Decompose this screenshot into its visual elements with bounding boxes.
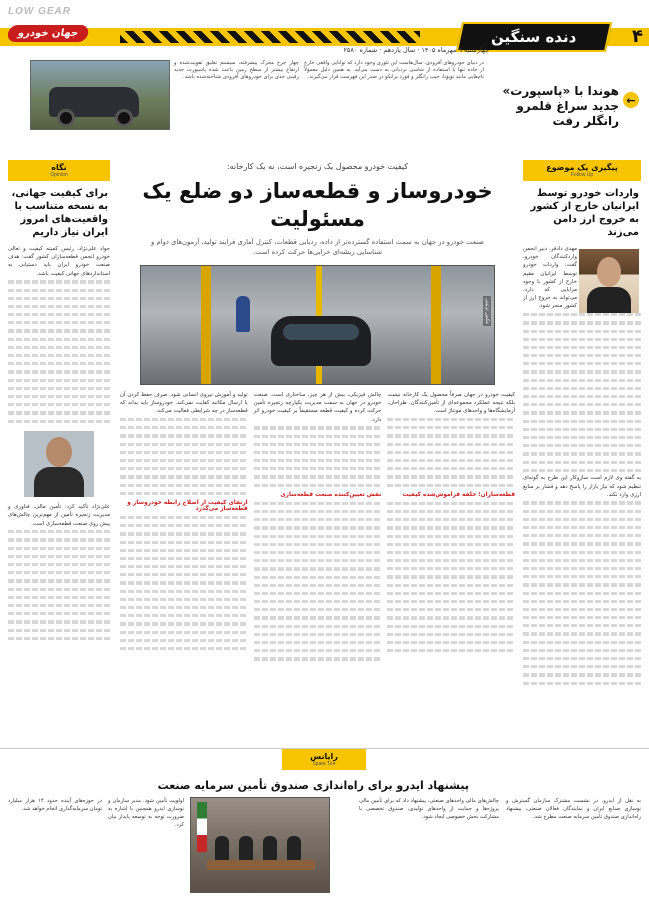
opinion-column (8, 160, 110, 740)
dateline: چهارشنبه ۹ مهرماه ۱۴۰۵ · سال یازدهم · شماره ۲۵۸۰ (343, 46, 489, 54)
spare-tire-badge: رایانس Spare Tire (282, 749, 366, 770)
hazard-stripe (120, 31, 420, 43)
bottom-text-2: چالش‌های مالی واحدهای صنعتی، پیشنهاد داد که برای تأمین مالی پروژه‌ها و حمایت از واحدهای تولیدی، صندوق تخصصی با مشارکت بخش خصوصی ایجاد شود. (359, 798, 499, 820)
page-header (0, 22, 649, 52)
opinion-headline: برای کیفیت جهانی، به نسخه متناسب با واقعیت‌های امروز ایران نیاز داریم (11, 188, 108, 238)
top-story-text-2: چهار چرخ محرک پیشرفته، سیستم تعلیق تقویت‌شده و ارتفاع بیشتر از سطح زمین باعث شده پاسپورت جدید رقیبی جدی برای خودروهای آفرودی شناخته‌شده باشد. (174, 60, 299, 81)
newspaper-logo: جهان خودرو (7, 25, 90, 42)
top-story-text: در دنیای خودروهای آفرودی، سال‌هاست این تئوری وجود دارد که توانایی واقعی خارج از جاده تنها با استفاده از شاسی نردبانی به دست می‌آید. به همین دلیل معمولاً نام‌هایی مانند تویوتا، جیپ رانگلر و فورد برانکو در صدر این فهرست قرار می‌گیرند. (304, 60, 484, 81)
main-col-1-text: کیفیت خودرو در جهان صرفاً محصول یک کارخانه نیست بلکه نتیجه عملکرد مجموعه‌ای از تأمین‌کنندگان، طراحان، آزمایشگاه‌ها و واحدهای مونتاژ است. (387, 392, 515, 415)
main-columns (120, 391, 515, 663)
bottom-text-4: در حوزه‌های آینده حدود ۱۴ هزار میلیارد تومان سرمایه‌گذاری انجام خواهد شد. (8, 798, 102, 812)
main-col-2-text: چالش فیزیکی، بیش از هر چیز، ساختاری است. صنعت خودرو در جهان به سمت مدیریت یکپارچه زنجیره تأمین حرکت کرده و کیفیت قطعه مستقیماً بر کیفیت خودرو اثر دارد. (253, 392, 382, 423)
follow-up-text: مهدی دادفر، دبیر انجمن واردکنندگان خودرو، گفت: واردات خودرو توسط ایرانیان مقیم خارج از کشور با وجود مزایایی که دارد، می‌تواند به خروج ارز از کشور منجر شود. (523, 246, 577, 310)
arrow-icon: ← (623, 92, 639, 108)
low-gear-tag: LOW GEAR (8, 6, 71, 17)
factory-photo (140, 265, 495, 385)
top-story (0, 56, 649, 134)
bottom-story (0, 748, 649, 900)
main-col-2 (254, 391, 382, 663)
main-col-2-subhead: نقش تعیین‌کننده صنعت قطعه‌سازی (280, 492, 382, 499)
follow-up-column (523, 160, 641, 740)
main-col-1 (387, 391, 515, 663)
bottom-text-1: به نقل از ایدرو، در نشست مشترک سازمان گسترش و نوسازی صنایع ایران و نمایندگان فعالان صنعتی، پیشنهاد راه‌اندازی صندوق تأمین سرمایه صنعت مطرح شد. (506, 798, 641, 820)
page-number: ۴ (632, 26, 643, 47)
opinion-portrait (24, 431, 94, 497)
portrait-photo (579, 249, 639, 313)
meeting-photo (190, 797, 330, 893)
photo-label: عکس تزئینی (484, 298, 490, 325)
bottom-headline: پیشنهاد ایدرو برای راه‌اندازی صندوق تأمین سرمایه صنعت (157, 779, 469, 792)
main-headline: خودروساز و قطعه‌ساز دو ضلع یک مسئولیت (142, 179, 493, 231)
main-col-3-text: تولید و آموزش نیروی انسانی شود. صرف حفظ کردن آن یا ارسال مکاتبه کفایت نمی‌کند. خودروساز باید بداند که قطعه‌ساز در چه شرایطی فعالیت می‌کند. (119, 392, 248, 415)
main-lead: صنعت خودرو در جهان به سمت استفاده گسترده‌تر از داده، ردیابی قطعات، کنترل آماری فرایند تولید، آزمون‌های دوام و شناسایی ریشه‌ای خرابی‌ها حرکت کرده است. (151, 238, 484, 256)
opinion-badge: نگاه Opinion (8, 160, 110, 181)
follow-up-headline: واردات خودرو توسط ایرانیان خارج از کشور به خروج ارز دامن می‌زند (530, 188, 639, 238)
opinion-text-2: علی‌نژاد تأکید کرد: تأمین مالی، فناوری و مدیریت زنجیره تأمین از مهم‌ترین چالش‌های پیش روی صنعت قطعه‌سازی است. (8, 504, 110, 527)
main-col-1-subhead: قطعه‌سازان؛ حلقه فراموش‌شده کیفیت (402, 492, 515, 499)
bottom-text-3: اولویت تأمین شود. مدیر سازمان و نوسازی ایدرو همچنین با اشاره به ضرورت توجه به توسعه پایدار بیان کرد. (108, 798, 184, 828)
section-title: دنده سنگین (456, 22, 612, 52)
top-story-photo (30, 60, 170, 130)
main-col-3-subhead: ارتقای کیفیت از اصلاح رابطه خودروساز و قطعه‌ساز می‌گذرد (127, 500, 248, 513)
top-story-headline: هوندا با «پاسپورت» جدید سراغ قلمرو رانگلر رفت (502, 84, 619, 128)
follow-up-badge: پیگیری یک موضوع Follow Up (523, 160, 641, 181)
main-kicker: کیفیت خودرو محصول یک زنجیره است، نه یک کارخانه: (226, 162, 409, 171)
main-article (120, 160, 515, 740)
follow-up-text-2: به گفته وی لازم است سازوکار این طرح به گونه‌ای تنظیم شود که نیاز بازار را پاسخ دهد و فشار بر منابع ارزی وارد نکند. (523, 475, 641, 498)
main-col-3 (120, 391, 248, 663)
opinion-text: جواد علی‌نژاد، رئیس کمیته کیفیت و تعالی خودرو انجمن قطعه‌سازان کشور گفت: هدف صنعت خودرو ایران باید دستیابی به استانداردهای جهانی کیفیت باشد. (8, 246, 110, 277)
